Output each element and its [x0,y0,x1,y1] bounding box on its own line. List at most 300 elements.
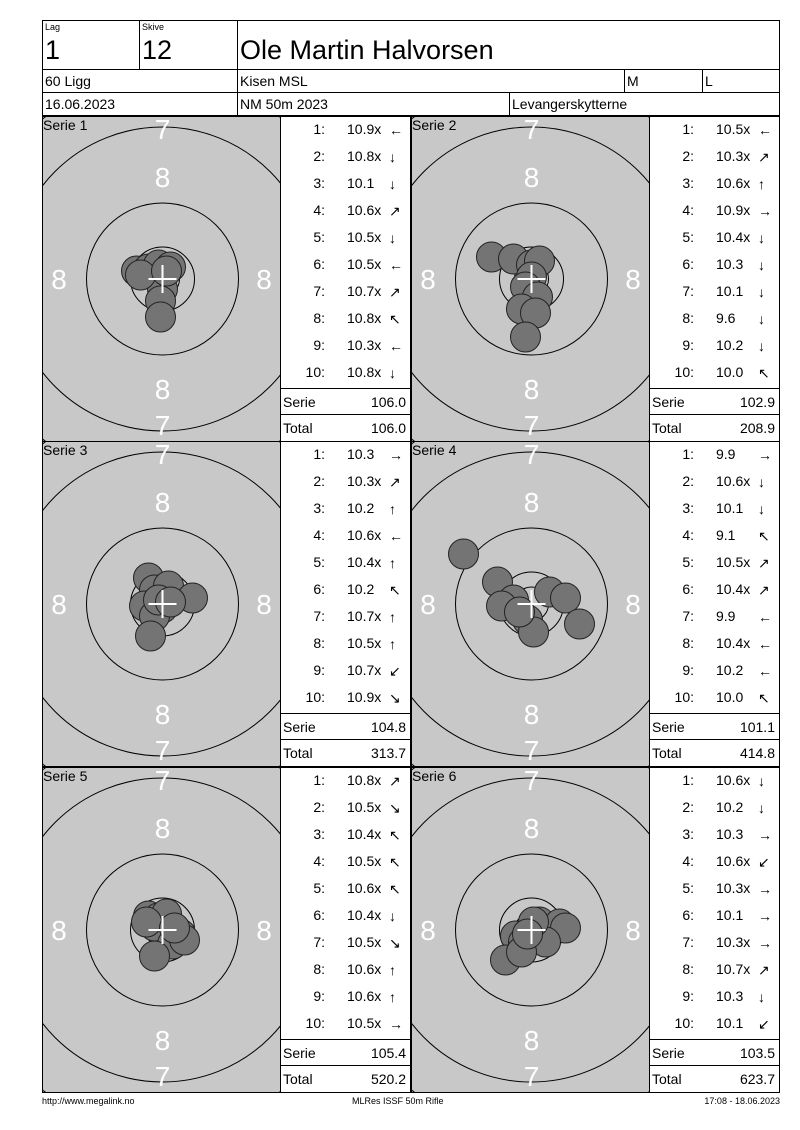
direction-arrow-icon: ← [389,257,403,273]
shot-row [281,988,410,1014]
serie-label: Serie [652,1045,685,1061]
shot-score: 9.9 [716,608,736,624]
shot-score: 10.1 [716,283,744,299]
shot-hole [146,302,176,332]
shot-number: 6: [313,581,325,597]
ring-number: 8 [523,374,540,405]
shot-row [650,337,779,363]
shot-hole [505,597,535,627]
direction-arrow-icon: ↗ [758,555,770,571]
shot-score: 10.8x [347,364,382,380]
footer-program: MLRes ISSF 50m Rifle [352,1096,444,1106]
shot-score: 10.3 [716,256,744,272]
shot-row [650,662,779,688]
shot-score: 10.4x [716,229,751,245]
shooter-name: Ole Martin Halvorsen [240,35,494,65]
divider [43,92,779,93]
total-value: 106.0 [370,420,406,436]
ring-number: 7 [154,442,171,470]
shot-score: 10.3x [716,148,751,164]
shot-number: 1: [682,446,694,462]
shot-number: 7: [313,608,325,624]
shot-hole [160,913,190,943]
direction-arrow-icon: ↙ [758,1016,770,1032]
series-panel [411,441,780,767]
shot-row [281,826,410,852]
shot-score: 10.8x [347,772,382,788]
direction-arrow-icon: ↗ [758,962,770,978]
ring-number: 8 [523,699,540,730]
series-title: Serie 5 [43,768,88,784]
shot-number: 4: [682,527,694,543]
direction-arrow-icon: ↘ [389,800,401,816]
direction-arrow-icon: ↗ [758,582,770,598]
shot-score: 10.1 [716,500,744,516]
direction-arrow-icon: ↗ [389,284,401,300]
shot-hole [132,907,162,937]
shot-score: 10.7x [347,608,382,624]
shot-number: 2: [682,148,694,164]
shot-score: 10.5x [716,554,751,570]
direction-arrow-icon: → [758,203,772,219]
shot-score: 10.6x [716,853,751,869]
ring-number: 7 [523,768,540,796]
shot-row [281,1015,410,1041]
shot-number: 9: [682,337,694,353]
direction-arrow-icon: ← [389,122,403,138]
footer-url: http://www.megalink.no [42,1096,135,1106]
direction-arrow-icon: ↖ [389,311,401,327]
direction-arrow-icon: ↗ [758,149,770,165]
total-sum-row [650,739,779,765]
direction-arrow-icon: ↙ [389,663,401,679]
shot-number: 9: [313,337,325,353]
shot-row [281,662,410,688]
shot-score: 10.8x [347,310,382,326]
shot-row [281,880,410,906]
direction-arrow-icon: ↓ [758,773,765,789]
shot-row [650,934,779,960]
shot-row [650,635,779,661]
direction-arrow-icon: ↘ [389,690,401,706]
direction-arrow-icon: ↓ [389,908,396,924]
direction-arrow-icon: ↑ [389,555,396,571]
organizer-value: Levangerskytterne [512,96,628,112]
total-sum-row [650,1065,779,1091]
shot-number: 2: [313,473,325,489]
shot-score: 10.4x [716,635,751,651]
shot-list [280,442,410,766]
shot-number: 4: [313,202,325,218]
shot-hole [449,539,479,569]
shot-row [650,500,779,526]
shot-row [650,772,779,798]
date-value: 16.06.2023 [45,96,116,112]
total-label: Total [283,1071,313,1087]
shot-number: 8: [682,635,694,651]
shot-number: 3: [682,826,694,842]
direction-arrow-icon: ↑ [758,176,765,192]
serie-value: 104.8 [370,719,406,735]
shot-number: 5: [313,554,325,570]
serie-sum-row [281,388,410,414]
ring-number: 8 [523,1025,540,1056]
shot-score: 9.1 [716,527,736,543]
ring-number: 7 [523,117,540,145]
shot-row [650,175,779,201]
ring-number: 8 [154,699,171,730]
shot-list [649,768,779,1092]
shot-score: 10.5x [347,229,382,245]
shot-score: 10.3x [716,934,751,950]
shot-row [650,988,779,1014]
shot-row [281,337,410,363]
shot-row [281,527,410,553]
direction-arrow-icon: ↓ [758,989,765,1005]
shot-number: 6: [682,907,694,923]
shot-number: 4: [682,853,694,869]
shot-score: 10.3 [347,446,375,462]
shot-row [281,175,410,201]
direction-arrow-icon: → [758,881,772,897]
shot-number: 8: [313,635,325,651]
direction-arrow-icon: ↑ [389,501,396,517]
shot-number: 1: [682,772,694,788]
ring-number: 7 [154,410,171,441]
shot-number: 9: [682,662,694,678]
direction-arrow-icon: ↓ [389,365,396,381]
shot-number: 2: [313,799,325,815]
shot-score: 9.6 [716,310,736,326]
direction-arrow-icon: ↖ [389,881,401,897]
shot-number: 10: [305,1015,325,1031]
shot-row [281,310,410,336]
shot-row [281,364,410,390]
series-panel [42,116,411,442]
direction-arrow-icon: ↓ [389,230,396,246]
total-label: Total [652,745,682,761]
shot-row [281,853,410,879]
shot-row [281,608,410,634]
serie-sum-row [650,1039,779,1065]
ring-number: 8 [154,1025,171,1056]
shot-score: 10.4x [347,907,382,923]
direction-arrow-icon: → [389,1016,403,1032]
target-rings [43,768,280,1092]
shot-score: 10.6x [716,772,751,788]
shot-list [280,117,410,441]
shot-row [650,527,779,553]
direction-arrow-icon: ↓ [758,338,765,354]
ring-number: 8 [256,915,272,946]
direction-arrow-icon: ← [758,609,772,625]
shot-score: 10.6x [347,988,382,1004]
ring-number: 7 [523,442,540,470]
shot-hole [152,256,182,286]
target-rings [412,442,649,766]
shot-row [281,772,410,798]
shot-number: 6: [313,907,325,923]
shot-score: 10.9x [347,689,382,705]
shot-score: 10.8x [347,148,382,164]
direction-arrow-icon: ↓ [758,311,765,327]
shot-row [281,256,410,282]
divider [237,21,238,115]
shot-row [281,635,410,661]
divider [702,69,703,92]
ring-number: 8 [51,915,67,946]
shot-number: 1: [682,121,694,137]
direction-arrow-icon: ↗ [389,474,401,490]
target-image [43,442,280,766]
series-title: Serie 4 [412,442,457,458]
ring-number: 8 [154,374,171,405]
shot-score: 10.6x [347,202,382,218]
direction-arrow-icon: → [758,447,772,463]
shot-number: 9: [313,662,325,678]
shot-hole [136,621,166,651]
direction-arrow-icon: ↑ [389,636,396,652]
total-sum-row [281,739,410,765]
shot-row [281,934,410,960]
shot-score: 10.3x [347,473,382,489]
shot-score: 10.2 [716,337,744,353]
direction-arrow-icon: ↖ [758,690,770,706]
shot-score: 10.9x [347,121,382,137]
target-rings [43,117,280,441]
direction-arrow-icon: ← [758,122,772,138]
ring-number: 8 [420,589,436,620]
direction-arrow-icon: → [758,908,772,924]
direction-arrow-icon: ↖ [758,528,770,544]
gender-value: M [627,73,639,89]
shot-score: 10.4x [347,554,382,570]
lag-value: 1 [45,35,61,65]
target-image [412,117,649,441]
serie-sum-row [650,388,779,414]
ring-number: 8 [523,487,540,518]
shot-number: 1: [313,446,325,462]
serie-value: 103.5 [739,1045,775,1061]
shot-score: 10.5x [347,1015,382,1031]
shot-hole [511,322,541,352]
shot-number: 3: [313,175,325,191]
ring-number: 8 [523,162,540,193]
shot-number: 1: [313,772,325,788]
shot-number: 7: [682,608,694,624]
ring-number: 7 [523,410,540,441]
direction-arrow-icon: ↓ [758,474,765,490]
shot-row [281,473,410,499]
shot-row [650,907,779,933]
total-value: 208.9 [739,420,775,436]
shot-number: 7: [313,934,325,950]
direction-arrow-icon: ↖ [758,365,770,381]
total-value: 313.7 [370,745,406,761]
ring-number: 8 [523,813,540,844]
direction-arrow-icon: → [758,935,772,951]
divider [509,92,510,115]
direction-arrow-icon: ↘ [389,935,401,951]
shot-score: 10.5x [347,934,382,950]
shot-score: 10.5x [347,853,382,869]
direction-arrow-icon: ← [389,338,403,354]
serie-label: Serie [283,1045,316,1061]
shot-score: 10.2 [716,799,744,815]
size-value: L [705,73,713,89]
divider [43,69,779,70]
shot-row [281,689,410,715]
ring-number: 8 [154,487,171,518]
direction-arrow-icon: ↓ [758,501,765,517]
direction-arrow-icon: ↓ [758,230,765,246]
ring-number: 8 [420,915,436,946]
shot-number: 3: [313,500,325,516]
shot-number: 3: [682,500,694,516]
shot-number: 1: [313,121,325,137]
target-rings [43,442,280,766]
shot-number: 3: [313,826,325,842]
shot-number: 6: [682,581,694,597]
shot-score: 10.2 [347,500,375,516]
total-label: Total [283,420,313,436]
shot-row [281,961,410,987]
shot-number: 7: [682,283,694,299]
shot-number: 8: [682,310,694,326]
ring-number: 8 [625,915,641,946]
direction-arrow-icon: ↓ [389,176,396,192]
total-sum-row [650,414,779,440]
direction-arrow-icon: ↗ [389,773,401,789]
shot-hole [140,941,170,971]
shot-row [650,229,779,255]
target-image [412,442,649,766]
total-sum-row [281,414,410,440]
shot-row [281,121,410,147]
ring-number: 8 [625,264,641,295]
shot-score: 10.7x [716,961,751,977]
ring-number: 8 [154,162,171,193]
ring-number: 8 [256,589,272,620]
shot-row [650,554,779,580]
scorecard-header [42,20,780,116]
direction-arrow-icon: → [389,447,403,463]
shot-hole [156,587,186,617]
direction-arrow-icon: ↖ [389,827,401,843]
shot-number: 5: [682,229,694,245]
shot-row [650,202,779,228]
shot-number: 9: [682,988,694,1004]
shot-hole [126,260,156,290]
shot-list [649,442,779,766]
shot-score: 10.4x [716,581,751,597]
shot-row [650,961,779,987]
ring-number: 8 [420,264,436,295]
direction-arrow-icon: ↖ [389,582,401,598]
shot-row [281,283,410,309]
skive-label: Skive [142,22,165,32]
shot-row [281,554,410,580]
total-value: 520.2 [370,1071,406,1087]
shot-score: 10.5x [716,121,751,137]
shot-number: 2: [682,799,694,815]
shot-number: 4: [313,527,325,543]
direction-arrow-icon: ↓ [758,284,765,300]
shot-row [281,500,410,526]
shot-row [650,121,779,147]
shot-score: 10.3 [716,826,744,842]
serie-value: 102.9 [739,394,775,410]
shot-number: 2: [313,148,325,164]
class-value: 60 Ligg [45,73,91,89]
serie-value: 106.0 [370,394,406,410]
shot-score: 10.4x [347,826,382,842]
direction-arrow-icon: ↖ [389,854,401,870]
direction-arrow-icon: ↓ [758,800,765,816]
shot-number: 5: [682,880,694,896]
divider [624,69,625,92]
shot-score: 10.7x [347,662,382,678]
shot-number: 7: [682,934,694,950]
shot-number: 5: [313,880,325,896]
target-image [43,117,280,441]
shot-score: 10.3x [347,337,382,353]
shot-row [650,256,779,282]
divider [139,21,140,69]
shot-row [650,689,779,715]
shot-row [650,1015,779,1041]
serie-sum-row [650,713,779,739]
shot-row [281,581,410,607]
shot-list [280,768,410,1092]
shot-number: 6: [682,256,694,272]
ring-number: 8 [51,264,67,295]
shot-number: 9: [313,988,325,1004]
ring-number: 8 [51,589,67,620]
direction-arrow-icon: ↙ [758,854,770,870]
shot-row [650,446,779,472]
shot-row [650,310,779,336]
shot-score: 10.6x [347,961,382,977]
shot-row [650,148,779,174]
shot-number: 10: [674,1015,694,1031]
total-value: 623.7 [739,1071,775,1087]
direction-arrow-icon: ↗ [389,203,401,219]
shot-row [650,799,779,825]
shot-row [650,880,779,906]
shot-number: 3: [682,175,694,191]
ring-number: 8 [256,264,272,295]
series-panel [411,767,780,1093]
shot-number: 10: [674,689,694,705]
shot-score: 10.0 [716,689,744,705]
target-rings [412,768,649,1092]
competition-value: NM 50m 2023 [240,96,328,112]
series-panel [42,767,411,1093]
serie-label: Serie [652,719,685,735]
shot-number: 4: [682,202,694,218]
ring-number: 7 [523,1061,540,1092]
total-label: Total [652,1071,682,1087]
target-image [412,768,649,1092]
shot-score: 10.6x [716,473,751,489]
total-label: Total [283,745,313,761]
serie-sum-row [281,1039,410,1065]
direction-arrow-icon: ← [758,636,772,652]
shot-row [281,202,410,228]
shot-hole [565,609,595,639]
serie-value: 101.1 [739,719,775,735]
